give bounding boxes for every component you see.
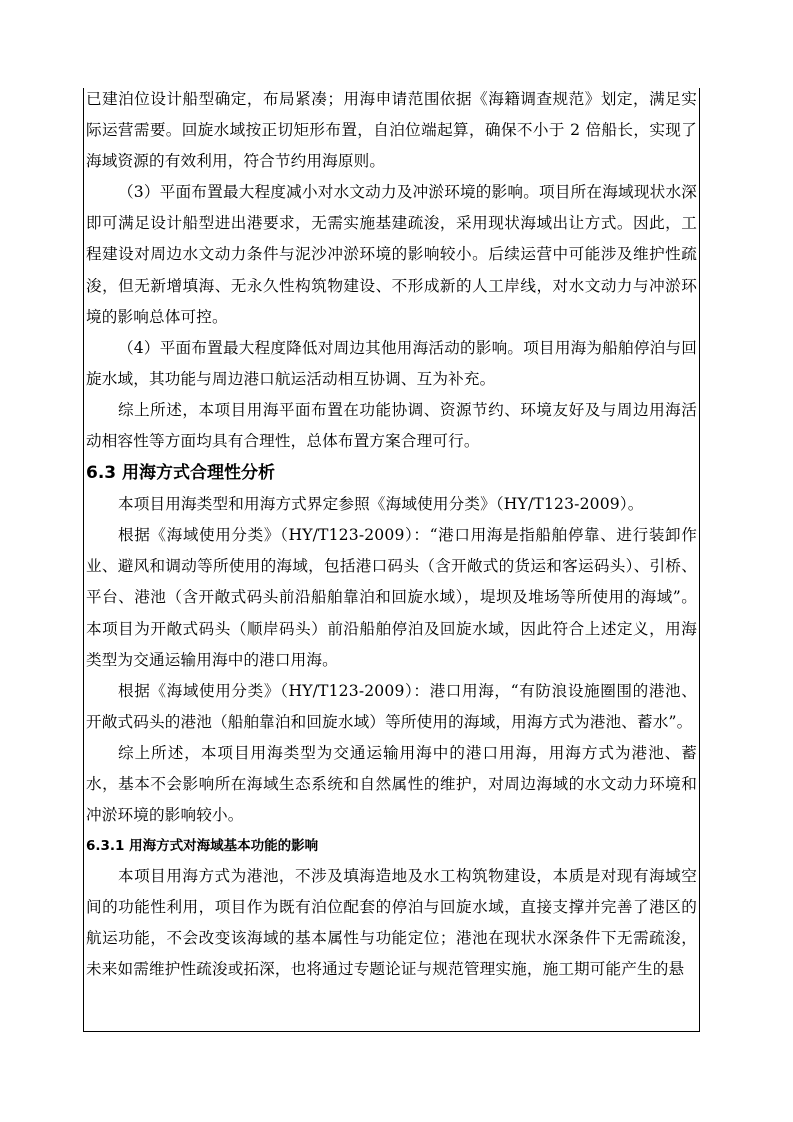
- section-heading-6-3: 6.3 用海方式合理性分析: [86, 463, 276, 484]
- paragraph-item-4: （4）平面布置最大程度降低对周边其他用海活动的影响。项目用海为船舶停泊与回旋水域，其功能与周边港口航运活动相互协调、互为补充。: [86, 338, 697, 388]
- paragraph-6-3-1: 本项目用海方式为港池，不涉及填海造地及水工构筑物建设，本质是对现有海域空间的功能性利用，项目作为既有泊位配套的停泊与回旋水域，直接支撑并完善了港区的航运功能，不会改变该海域的基本属性与功能定位；港池在现状水深条件下无需疏浚，未来如需维护性疏浚或拓深，也将通过专题论证与规范管理实施，施工期可能产生的悬: [86, 867, 697, 979]
- document-table-cell: [83, 88, 700, 1032]
- paragraph-6-3-method: 根据《海域使用分类》（HY/T123-2009）：港口用海，“有防浪设施圈围的港池、开敞式码头的港池（船舶靠泊和回旋水域）等所使用的海域，用海方式为港池、蓄水”。: [86, 681, 698, 731]
- paragraph-summary: 综上所述，本项目用海平面布置在功能协调、资源节约、环境友好及与周边用海活动相容性等方面均具有合理性，总体布置方案合理可行。: [86, 400, 697, 451]
- paragraph-item-3: （3）平面布置最大程度减小对水文动力及冲淤环境的影响。项目所在海域现状水深即可满足设计船型进出港要求，无需实施基建疏浚，采用现状海域出让方式。因此，工程建设对周边水文动力条件与泥沙冲淤环境的影响较小。后续运营中可能涉及维护性疏浚，但无新增填海、无永久性构筑物建设、不形成新的人工岸线，对水文动力与冲淤环境的影响总体可控。: [86, 183, 697, 326]
- paragraph-6-3-summary: 综上所述，本项目用海类型为交通运输用海中的港口用海，用海方式为港池、蓄水，基本不会影响所在海域生态系统和自然属性的维护，对周边海域的水文动力环境和冲淤环境的影响较小。: [86, 743, 697, 825]
- paragraph-6-3-definition: 根据《海域使用分类》（HY/T123-2009）：“港口用海是指船舶停靠、进行装卸作业、避风和调动等所使用的海域，包括港口码头（含开敞式的货运和客运码头）、引桥、平台、港池（含开敞式码头前沿船舶靠泊和回旋水域），堤坝及堆场等所使用的海域”。本项目为开敞式码头（顺岸码头）前沿船舶停泊及回旋水域，因此符合上述定义，用海类型为交通运输用海中的港口用海。: [86, 526, 698, 669]
- paragraph-continued: 已建泊位设计船型确定，布局紧凑；用海申请范围依据《海籍调查规范》划定，满足实际运营需要。回旋水域按正切矩形布置，自泊位端起算，确保不小于 2 倍船长，实现了海域资源的有效利用，符合节约用海原则。: [86, 90, 697, 171]
- document-body: [86, 88, 697, 986]
- section-heading-6-3-1: 6.3.1 用海方式对海域基本功能的影响: [86, 838, 319, 855]
- paragraph-6-3-intro: 本项目用海类型和用海方式界定参照《海域使用分类》（HY/T123-2009）。: [118, 495, 644, 514]
